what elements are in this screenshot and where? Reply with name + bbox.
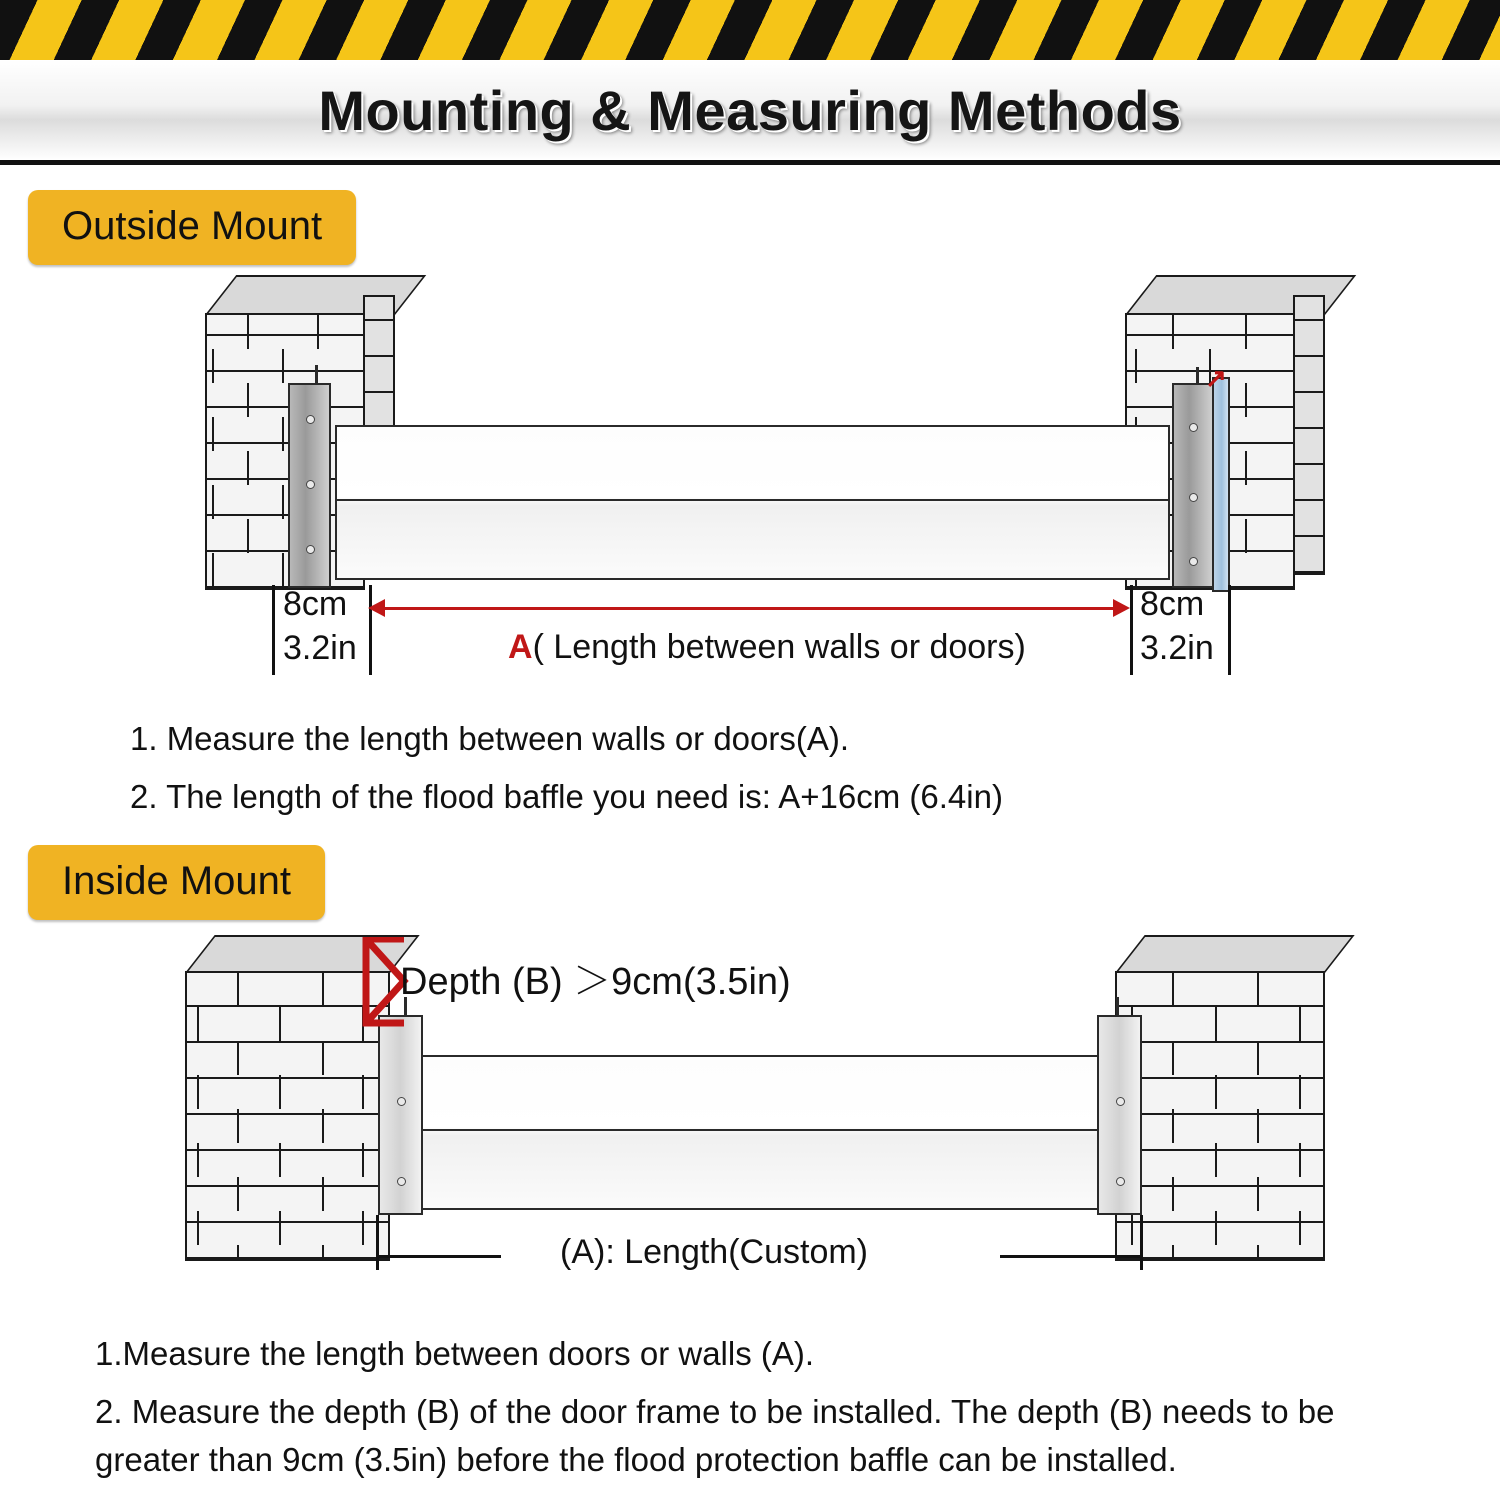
title-banner [0, 60, 1500, 165]
brick-pillar-right [1115, 935, 1325, 1250]
flood-baffle-panel [420, 1055, 1110, 1210]
mounting-bracket-right [1172, 383, 1214, 588]
outside-mount-notes [130, 715, 1003, 831]
mounting-bracket-left [378, 1015, 423, 1215]
section-badge-outside-mount: Outside Mount [28, 190, 356, 265]
depth-dimension-label: Depth (B) ＞9cm(3.5in) [400, 961, 791, 1003]
span-arrow-right-icon [1113, 599, 1130, 617]
left-margin-cm-label: 8cm [283, 585, 348, 623]
dimension-tick-right-outer [1228, 585, 1231, 675]
span-length-label: (A): Length(Custom) [560, 1233, 868, 1271]
inside-note-2: 2. Measure the depth (B) of the door frame to be installed. The depth (B) needs to be greater than 9cm (3.5in) before the flood protection baffle can be installed. [95, 1392, 1335, 1478]
section-badge-inside-mount: Inside Mount [28, 845, 325, 920]
mounting-bracket-left [288, 383, 331, 588]
baffle-seam [422, 1129, 1108, 1131]
pillar-side-face [1293, 295, 1325, 575]
page-title: Mounting & Measuring Methods [318, 78, 1182, 142]
outside-mount-diagram [0, 255, 1500, 695]
mounting-bracket-right [1097, 1015, 1142, 1215]
right-margin-in-label: 3.2in [1140, 629, 1214, 667]
span-arrow-left-icon [368, 599, 385, 617]
span-line-right [1000, 1255, 1142, 1258]
outside-note-1: 1. Measure the length between walls or doors(A). [130, 720, 850, 757]
dimension-tick-left-outer [272, 585, 275, 675]
span-letter-label: A [508, 628, 533, 666]
dimension-tick-left [376, 1215, 379, 1270]
rubber-seal-strip [1212, 377, 1230, 592]
inside-mount-diagram [0, 915, 1500, 1315]
inside-note-1: 1.Measure the length between doors or walls (A). [95, 1335, 815, 1372]
flood-baffle-panel [335, 425, 1170, 580]
dimension-tick-right [1140, 1215, 1143, 1270]
hazard-stripe-banner [0, 0, 1500, 63]
span-line-left [376, 1255, 501, 1258]
pillar-front-face [1115, 971, 1325, 1261]
outside-note-2: 2. The length of the flood baffle you need is: A+16cm (6.4in) [130, 777, 1003, 815]
span-dimension-line [385, 607, 1115, 610]
left-margin-in-label: 3.2in [283, 629, 357, 667]
seal-pointer-arrow-icon: ↗ [1205, 363, 1227, 393]
inside-mount-notes [95, 1330, 1435, 1494]
pillar-top-face [1115, 935, 1355, 973]
dimension-tick-right-inner [1130, 585, 1133, 675]
right-margin-cm-label: 8cm [1140, 585, 1205, 623]
baffle-seam [337, 499, 1168, 501]
span-description-label: ( Length between walls or doors) [532, 628, 1026, 666]
